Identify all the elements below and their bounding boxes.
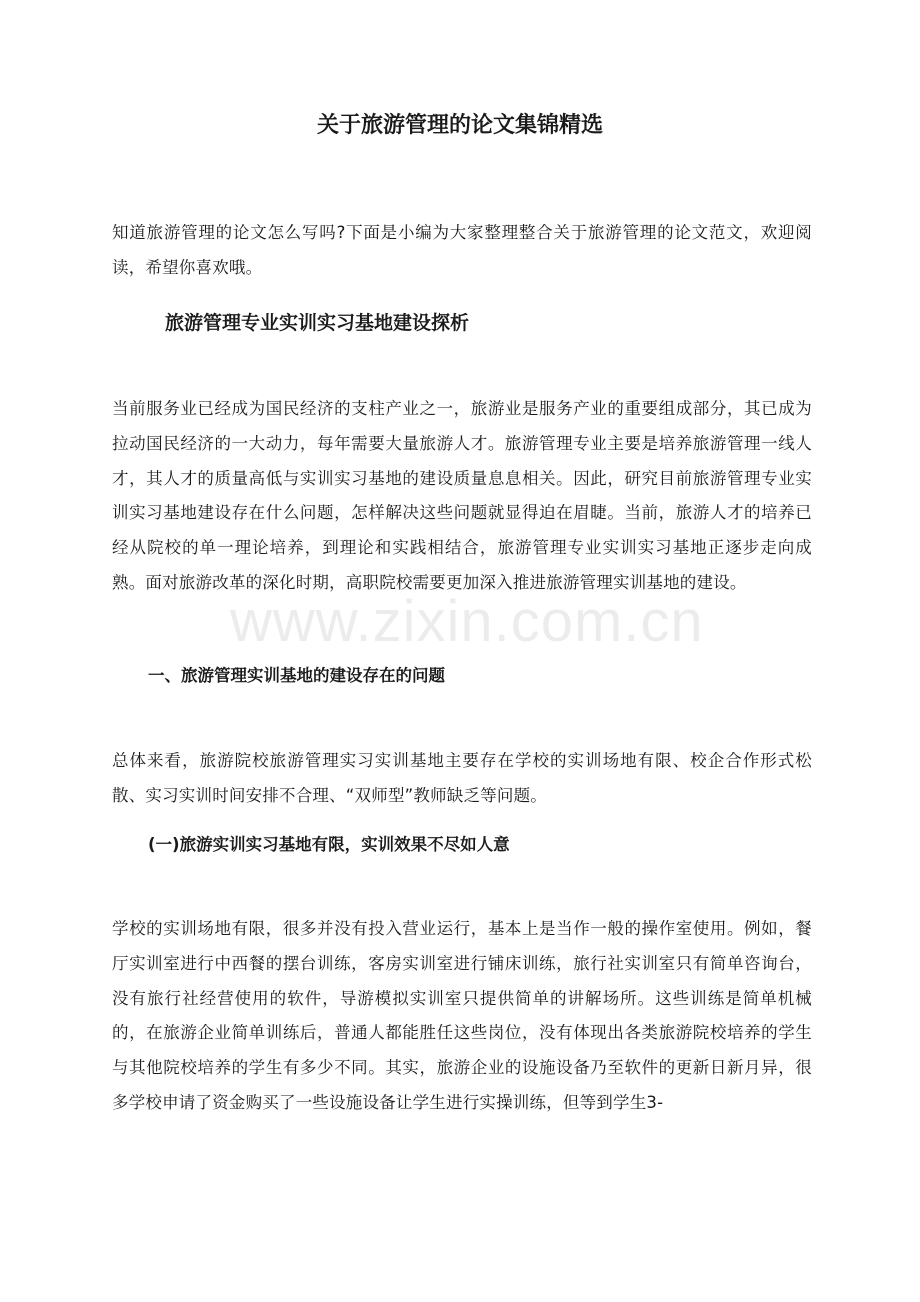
section-heading-1: 一、旅游管理实训基地的建设存在的问题	[148, 666, 445, 685]
body-paragraph-1: 当前服务业已经成为国民经济的支柱产业之一，旅游业是服务产业的重要组成部分，其已成为拉动国民经济的一大动力，每年需要大量旅游人才。旅游管理专业主要是培养旅游管理一线人才，其人才的质量高低与实训实习基地的建设质量息息相关。因此，研究目前旅游管理专业实训实习基地建设存在什么问题，怎样解决这些问题就显得迫在眉睫。当前，旅游人才的培养已经从院校的单一理论培养，到理论和实践相结合，旅游管理专业实训实习基地正逐步走向成熟。面对旅游改革的深化时期，高职院校需要更加深入推进旅游管理实训基地的建设。	[112, 399, 812, 592]
body-paragraph-3: 学校的实训场地有限，很多并没有投入营业运行，基本上是当作一般的操作室使用。例如，餐厅实训室进行中西餐的摆台训练，客房实训室进行铺床训练，旅行社实训室只有简单咨询台，没有旅行社经营使用的软件，导游模拟实训室只提供简单的讲解场所。这些训练是简单机械的，在旅游企业简单训练后，普通人都能胜任这些岗位，没有体现出各类旅游院校培养的学生与其他院校培养的学生有多少不同。其实，旅游企业的设施设备乃至软件的更新日新月异，很多学校申请了资金购买了一些设施设备让学生进行实操训练，但等到学生3-	[112, 919, 812, 1112]
intro-paragraph: 知道旅游管理的论文怎么写吗?下面是小编为大家整理整合关于旅游管理的论文范文，欢迎阅读，希望你喜欢哦。	[112, 223, 812, 277]
section-subtitle: 旅游管理专业实训实习基地建设探析	[165, 312, 470, 334]
document-title: 关于旅游管理的论文集锦精选	[316, 113, 603, 138]
watermark: www.zixin.com.cn	[230, 589, 704, 654]
section-heading-2: (一)旅游实训实习基地有限，实训效果不尽如人意	[148, 835, 510, 854]
body-paragraph-2: 总体来看，旅游院校旅游管理实习实训基地主要存在学校的实训场地有限、校企合作形式松散、实习实训时间安排不合理、“双师型”教师缺乏等问题。	[112, 751, 812, 805]
